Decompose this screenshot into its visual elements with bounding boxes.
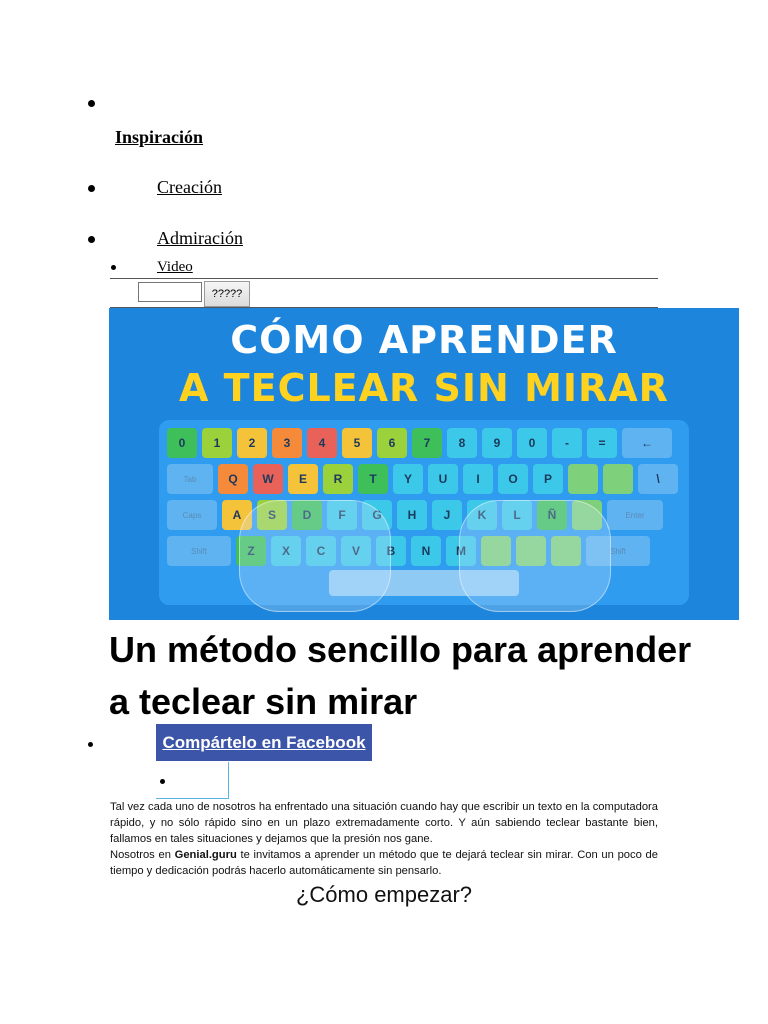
nav-link-creacion[interactable]: Creación bbox=[157, 177, 222, 197]
keyboard-key: 6 bbox=[377, 428, 407, 458]
keyboard-key: S bbox=[257, 500, 287, 530]
keyboard-key: L bbox=[502, 500, 532, 530]
keyboard-key: B bbox=[376, 536, 406, 566]
keyboard-key: 9 bbox=[482, 428, 512, 458]
keyboard-key: R bbox=[323, 464, 353, 494]
search-button[interactable]: ????? bbox=[204, 281, 250, 307]
keyboard-key: 7 bbox=[412, 428, 442, 458]
keyboard-key: X bbox=[271, 536, 301, 566]
keyboard-key: Caps bbox=[167, 500, 217, 530]
keyboard-key bbox=[603, 464, 633, 494]
keyboard-key: O bbox=[498, 464, 528, 494]
keyboard-key: 8 bbox=[447, 428, 477, 458]
hero-title-line1: CÓMO APRENDER bbox=[230, 318, 618, 362]
section-heading: ¿Cómo empezar? bbox=[295, 882, 473, 907]
keyboard-key: Y bbox=[393, 464, 423, 494]
nav-link-video[interactable]: Video bbox=[157, 259, 193, 275]
nav-link-inspiracion[interactable]: Inspiración bbox=[115, 127, 204, 147]
share-placeholder bbox=[156, 762, 229, 799]
keyboard-key: F bbox=[327, 500, 357, 530]
brand-name: Genial.guru bbox=[174, 849, 237, 861]
keyboard-key: Z bbox=[236, 536, 266, 566]
hand-illustration bbox=[459, 500, 611, 612]
list-bullet bbox=[88, 100, 95, 107]
keyboard-key: C bbox=[306, 536, 336, 566]
keyboard-key: 2 bbox=[237, 428, 267, 458]
keyboard-key: V bbox=[341, 536, 371, 566]
keyboard-key: J bbox=[432, 500, 462, 530]
keyboard-key: 4 bbox=[307, 428, 337, 458]
divider bbox=[110, 278, 658, 279]
article-paragraph bbox=[110, 847, 658, 879]
paragraph-text: te invitamos a aprender un método que te dejará teclear sin mirar. Con un poco de tiempo y dedicación podrás hacerlo automáticamente sin pensarlo. bbox=[110, 849, 658, 877]
hand-illustration bbox=[239, 500, 391, 612]
keyboard-key: K bbox=[467, 500, 497, 530]
article-headline: Un método sencillo para aprender a teclear sin mirar bbox=[109, 629, 692, 722]
keyboard-illustration bbox=[159, 420, 689, 605]
keyboard-key: 3 bbox=[272, 428, 302, 458]
keyboard-key: T bbox=[358, 464, 388, 494]
keyboard-key: E bbox=[288, 464, 318, 494]
keyboard-key: 1 bbox=[202, 428, 232, 458]
keyboard-key: M bbox=[446, 536, 476, 566]
keyboard-key: \ bbox=[638, 464, 678, 494]
keyboard-key: P bbox=[533, 464, 563, 494]
keyboard-key: Q bbox=[218, 464, 248, 494]
keyboard-key: G bbox=[362, 500, 392, 530]
keyboard-key: W bbox=[253, 464, 283, 494]
keyboard-key: - bbox=[552, 428, 582, 458]
keyboard-key: Shift bbox=[586, 536, 650, 566]
list-bullet bbox=[111, 265, 116, 270]
share-facebook-button[interactable]: Compártelo en Facebook bbox=[156, 724, 372, 761]
hero-image bbox=[109, 308, 739, 620]
keyboard-key: = bbox=[587, 428, 617, 458]
keyboard-key: Tab bbox=[167, 464, 213, 494]
keyboard-key: N bbox=[411, 536, 441, 566]
keyboard-key bbox=[568, 464, 598, 494]
list-bullet bbox=[88, 742, 93, 747]
list-bullet bbox=[88, 185, 95, 192]
keyboard-key: U bbox=[428, 464, 458, 494]
keyboard-key: 0 bbox=[517, 428, 547, 458]
keyboard-key: 5 bbox=[342, 428, 372, 458]
hero-title-line2: A TECLEAR SIN MIRAR bbox=[179, 366, 669, 410]
keyboard-key: A bbox=[222, 500, 252, 530]
list-bullet bbox=[88, 236, 95, 243]
article-paragraph: Tal vez cada uno de nosotros ha enfrentado una situación cuando hay que escribir un texto en la computadora rápido, y no sólo rápido sino en un plazo extremadamente corto. Y aún sabiendo teclear bastante bien, fallamos en tales situaciones y dejamos que la presión nos gane. bbox=[110, 801, 658, 845]
search-input[interactable] bbox=[138, 282, 202, 302]
keyboard-key: D bbox=[292, 500, 322, 530]
keyboard-key: Enter bbox=[607, 500, 663, 530]
keyboard-key: I bbox=[463, 464, 493, 494]
paragraph-text: Nosotros en bbox=[110, 849, 175, 861]
keyboard-key: 0 bbox=[167, 428, 197, 458]
nav-link-admiracion[interactable]: Admiración bbox=[157, 228, 243, 248]
keyboard-key: H bbox=[397, 500, 427, 530]
keyboard-key: Shift bbox=[167, 536, 231, 566]
keyboard-key: Ñ bbox=[537, 500, 567, 530]
keyboard-key: ← bbox=[622, 428, 672, 458]
